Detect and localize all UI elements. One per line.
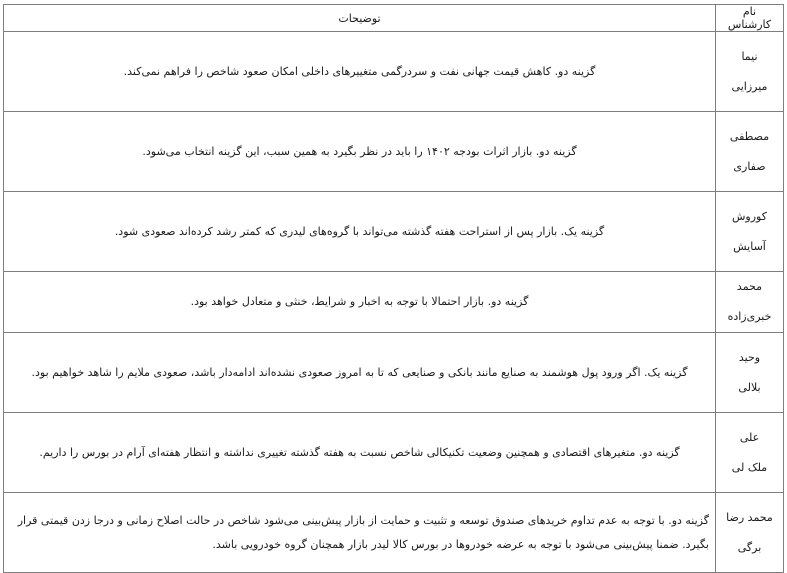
expert-last-name: برگی (737, 540, 762, 554)
expert-last-name: بلالی (738, 380, 761, 394)
expert-first-name: علی (739, 430, 760, 444)
expert-description: گزینه دو. بازار احتمالا با توجه به اخبار و شرایط، خنثی و متعادل خواهد بود. (4, 272, 716, 333)
expert-description: گزینه یک. اگر ورود پول هوشمند به صنایع مانند بانکی و صنایعی که تا به امروز صعودی نشده‌اند ادامه‌دار باشد، صعودی ملایم را شاهد خواهیم بود. (4, 333, 716, 413)
expert-last-name: ملک لی (731, 460, 768, 474)
expert-first-name: محمد رضا (726, 510, 773, 524)
expert-name-cell (716, 192, 784, 272)
expert-first-name: نیما (741, 49, 758, 63)
expert-description: گزینه دو. متغیرهای اقتصادی و همچنین وضعیت تکنیکالی شاخص نسبت به هفته گذشته تغییری نداشته و انتظار هفته‌ای آرام در بورس را داریم. (4, 413, 716, 493)
expert-name-cell (716, 493, 784, 573)
table-row (4, 32, 784, 112)
table-row (4, 493, 784, 573)
expert-last-name: آسایش (733, 239, 766, 253)
table-row (4, 112, 784, 192)
expert-name-cell (716, 112, 784, 192)
table-row (4, 333, 784, 413)
expert-name-cell (716, 333, 784, 413)
expert-description: گزینه دو. بازار اثرات بودجه ۱۴۰۲ را باید در نظر بگیرد به همین سبب، این گزینه انتخاب می‌شود. (4, 112, 716, 192)
expert-description: گزینه یک. بازار پس از استراحت هفته گذشته می‌تواند با گروه‌های لیدری که کمتر رشد کرده‌اند صعودی شود. (4, 192, 716, 272)
experts-table (3, 4, 784, 573)
table-header-row (4, 5, 784, 32)
expert-full-name: محمد خبری‌زاده (727, 280, 772, 323)
expert-last-name: میرزایی (731, 79, 768, 93)
expert-name-cell (716, 272, 784, 333)
expert-last-name: صفاری (733, 159, 766, 173)
expert-first-name: کوروش (732, 209, 767, 223)
expert-first-name: مصطفی (729, 129, 770, 143)
table-row (4, 192, 784, 272)
table-row (4, 272, 784, 333)
header-description: توضیحات (4, 5, 716, 32)
expert-first-name: وحید (738, 350, 761, 364)
expert-name-cell (716, 413, 784, 493)
header-expert-name: نام کارشناس (716, 5, 784, 32)
table-row (4, 413, 784, 493)
expert-description: گزینه دو. با توجه به عدم تداوم خریدهای صندوق توسعه و تثبیت و حمایت از بازار پیش‌بینی می‌شود شاخص در حالت اصلاح زمانی و درجا زدن قیمتی قرار بگیرد. ضمنا پیش‌بینی می‌شود با توجه به عرضه خودروها در بورس کالا لیدر بازار همچنان گروه خودرویی باشد. (4, 493, 716, 573)
expert-description: گزینه دو. کاهش قیمت جهانی نفت و سردرگمی متغییرهای داخلی امکان صعود شاخص را فراهم نمی‌کند. (4, 32, 716, 112)
expert-name-cell (716, 32, 784, 112)
